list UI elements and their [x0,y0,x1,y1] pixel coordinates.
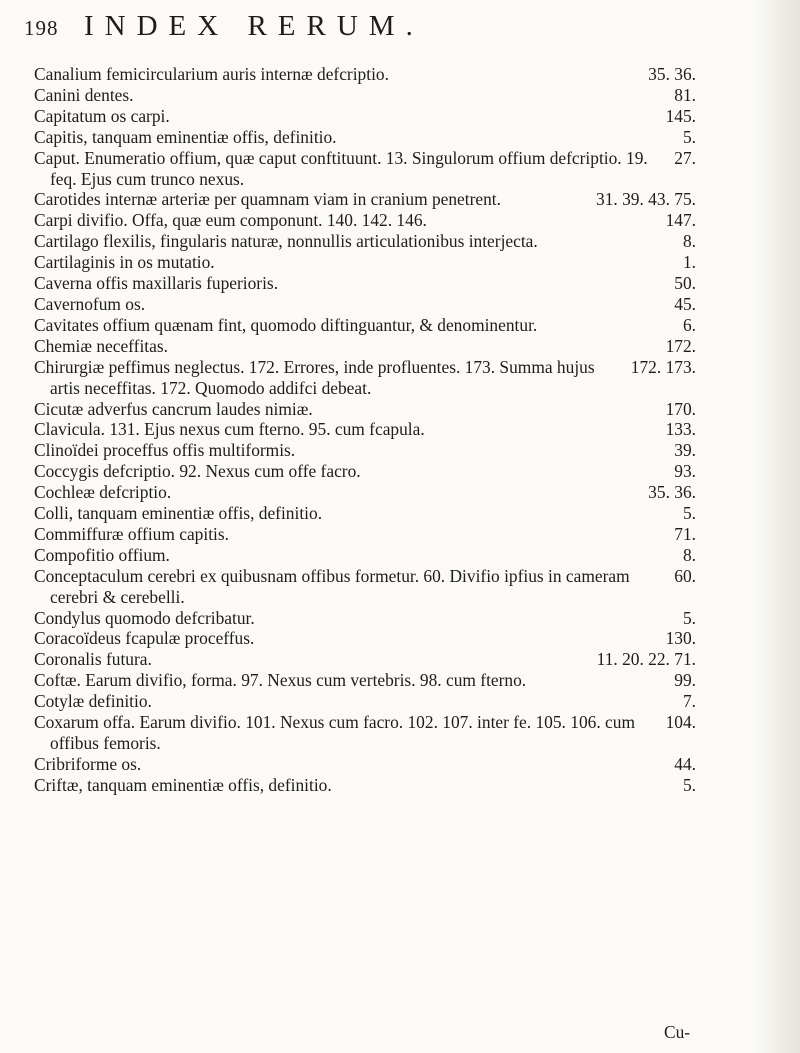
index-entry [34,294,696,315]
index-entry [34,336,696,357]
index-entry [34,649,696,670]
entry-text: Criftæ, tanquam eminentiæ offis, definitio. [34,774,332,795]
catchword: Cu- [664,1022,691,1042]
index-entry [34,754,696,775]
entry-text: Compofitio offium. [34,544,170,565]
entry-page-refs: 5. [673,775,696,796]
entry-page-refs: 31. 39. 43. 75. [586,189,696,210]
index-entry [34,399,696,420]
entry-page-refs: 93. [664,461,696,482]
entry-page-refs: 5. [673,127,696,148]
entry-page-refs: 7. [673,691,696,712]
entry-page-refs: 147. [656,210,696,231]
index-entry [34,357,696,399]
entry-text: Coronalis futura. [34,649,152,670]
entry-page-refs: 130. [656,628,696,649]
entry-text: Cochleæ defcriptio. [34,482,172,503]
entry-text: Canini dentes. [34,84,134,105]
index-entry [34,775,696,796]
entry-page-refs: 35. 36. [638,64,696,85]
running-title: INDEX RERUM. [84,10,424,42]
entry-page-refs: 81. [664,85,696,106]
entry-text: Cartilago flexilis, fingularis naturæ, nonnullis articulationibus interjecta. [34,231,538,252]
entry-page-refs: 99. [664,670,696,691]
index-entries [34,64,696,796]
entry-page-refs: 145. [656,106,696,127]
entry-page-refs: 172. 173. [621,357,696,378]
entry-text: Canalium femicircularium auris internæ defcriptio. [34,64,389,84]
index-entry [34,273,696,294]
index-entry [34,189,696,210]
index-entry [34,691,696,712]
index-entry [34,712,696,754]
entry-text: Clavicula. 131. Ejus nexus cum fterno. 95. cum fcapula. [34,419,425,440]
entry-page-refs: 8. [673,545,696,566]
entry-page-refs: 133. [656,419,696,440]
entry-page-refs: 11. 20. 22. 71. [587,649,696,670]
entry-text: Cicutæ adverfus cancrum laudes nimiæ. [34,398,313,419]
index-entry [34,106,696,127]
entry-text: Coccygis defcriptio. 92. Nexus cum offe facro. [34,461,361,482]
index-entry [34,503,696,524]
entry-text: Cribriforme os. [34,753,142,774]
entry-text: Capitatum os carpi. [34,105,170,126]
page-header [24,10,744,40]
entry-text: Carpi divifio. Offa, quæ eum componunt. 140. 142. 146. [34,210,427,231]
entry-text: Conceptaculum cerebri ex quibusnam offibus formetur. 60. Divifio ipfius in cameram cerebri & cerebelli. [34,565,630,607]
entry-page-refs: 8. [673,231,696,252]
entry-text: Clinoïdei proceffus offis multiformis. [34,440,296,461]
entry-page-refs: 6. [673,315,696,336]
entry-page-refs: 5. [673,503,696,524]
index-entry [34,482,696,503]
index-entry [34,566,696,608]
index-entry [34,440,696,461]
index-entry [34,419,696,440]
index-entry [34,545,696,566]
entry-text: Caverna offis maxillaris fuperioris. [34,273,279,294]
entry-text: Cavernofum os. [34,293,146,314]
index-entry [34,670,696,691]
entry-page-refs: 170. [656,399,696,420]
entry-page-refs: 71. [664,524,696,545]
entry-text: Colli, tanquam eminentiæ offis, definitio. [34,503,323,524]
entry-text: Chirurgiæ peffimus neglectus. 172. Errores, inde profluentes. 173. Summa hujus artis neceffitas. 172. Quomodo addifci debeat. [34,356,595,398]
entry-text: Coftæ. Earum divifio, forma. 97. Nexus cum vertebris. 98. cum fterno. [34,670,527,691]
entry-page-refs: 1. [673,252,696,273]
entry-page-refs: 45. [664,294,696,315]
entry-page-refs: 5. [673,608,696,629]
entry-page-refs: 104. [656,712,696,733]
entry-page-refs: 39. [664,440,696,461]
index-entry [34,628,696,649]
entry-page-refs: 172. [656,336,696,357]
entry-text: Capitis, tanquam eminentiæ offis, definitio. [34,126,337,147]
index-entry [34,461,696,482]
index-entry [34,231,696,252]
entry-text: Commiffuræ offium capitis. [34,523,229,544]
index-entry [34,64,696,85]
index-entry [34,252,696,273]
entry-page-refs: 35. 36. [638,482,696,503]
index-entry [34,210,696,231]
index-entry [34,315,696,336]
entry-page-refs: 27. [664,148,696,169]
entry-text: Cavitates offium quænam fint, quomodo diftinguantur, & denominentur. [34,314,538,335]
entry-text: Cotylæ definitio. [34,691,152,712]
index-entry [34,127,696,148]
page-number: 198 [24,16,59,40]
index-entry [34,608,696,629]
entry-page-refs: 60. [664,566,696,587]
entry-page-refs: 50. [664,273,696,294]
entry-text: Chemiæ neceffitas. [34,335,168,356]
entry-text: Coracoïdeus fcapulæ proceffus. [34,628,255,649]
entry-text: Cartilaginis in os mutatio. [34,252,215,273]
entry-text: Carotides internæ arteriæ per quamnam viam in cranium penetrent. [34,189,501,210]
index-entry [34,148,696,190]
entry-page-refs: 44. [664,754,696,775]
entry-text: Caput. Enumeratio offium, quæ caput conftituunt. 13. Singulorum offium defcriptio. 19. feq. Ejus cum trunco nexus. [34,147,648,189]
index-entry [34,524,696,545]
entry-text: Coxarum offa. Earum divifio. 101. Nexus cum facro. 102. 107. inter fe. 105. 106. cum offibus femoris. [34,712,635,753]
entry-text: Condylus quomodo defcribatur. [34,607,255,628]
index-entry [34,85,696,106]
